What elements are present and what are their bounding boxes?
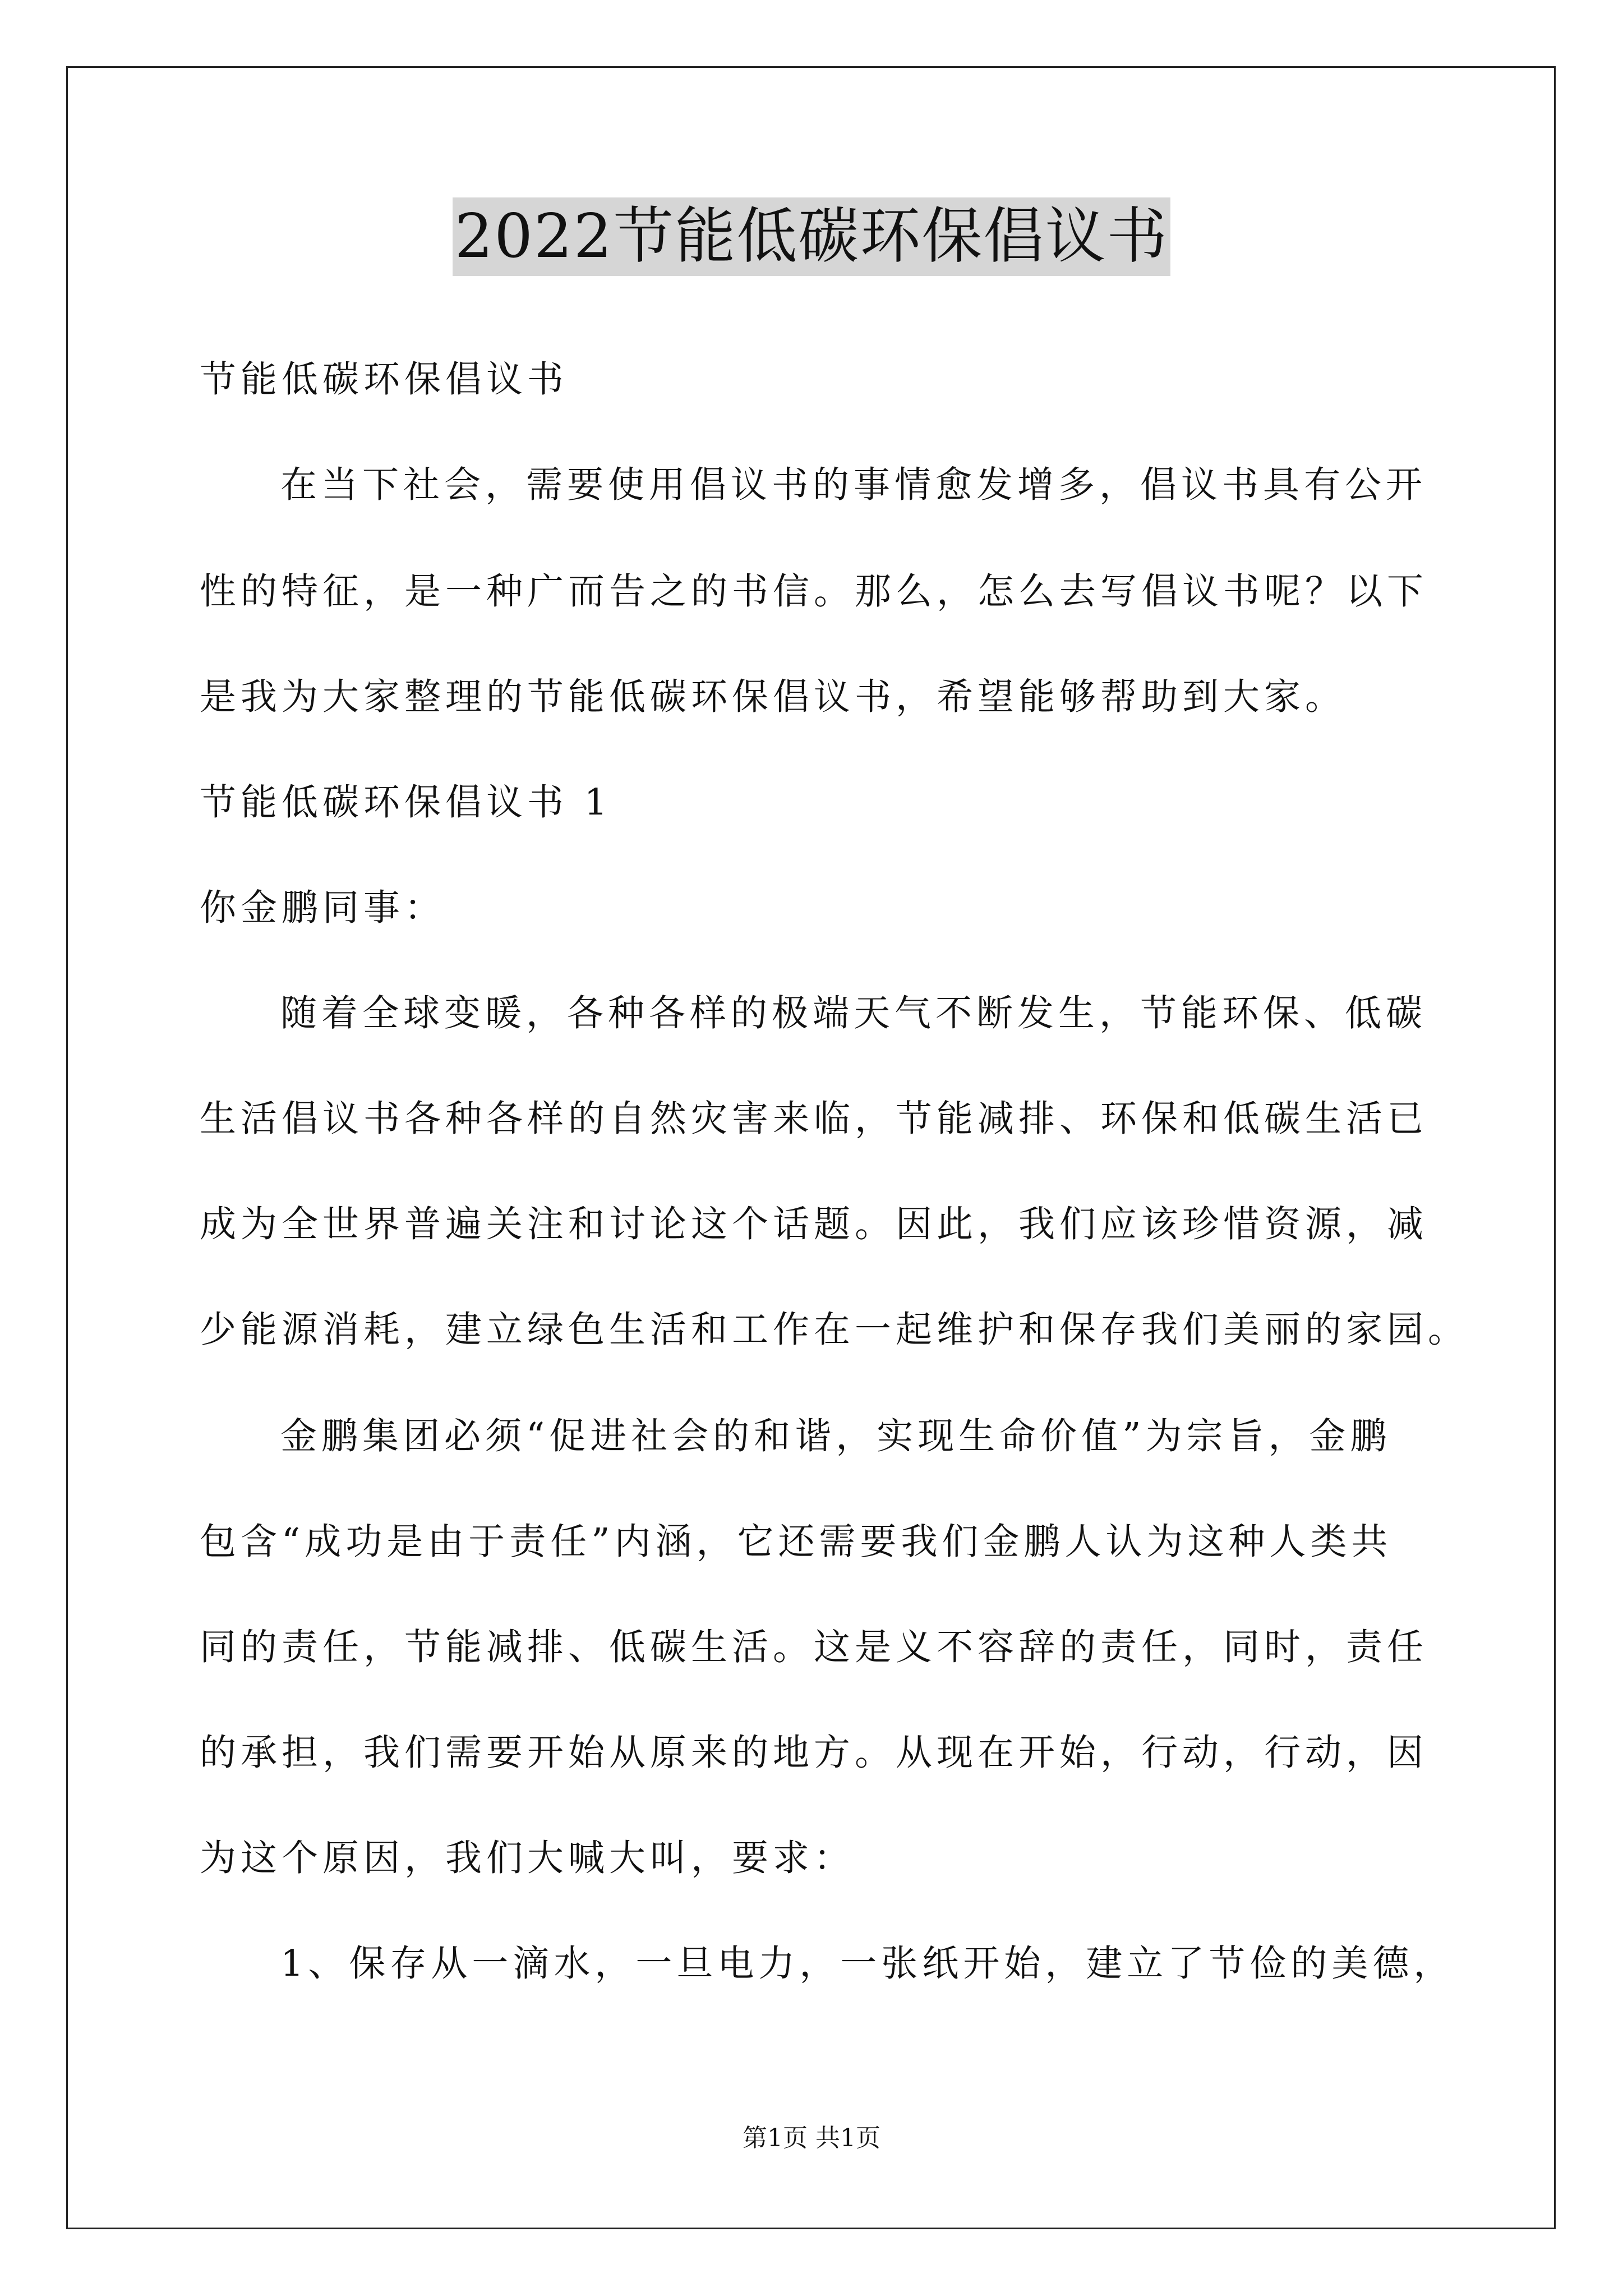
text-line: 在当下社会，需要使用倡议书的事情愈发增多，倡议书具有公开 — [280, 464, 1427, 506]
text-line: 的承担，我们需要开始从原来的地方。从现在开始，行动，行动，因 — [200, 1732, 1428, 1774]
text-line: 同的责任，节能减排、低碳生活。这是义不容辞的责任，同时，责任 — [200, 1626, 1428, 1668]
text-line: 节能低碳环保倡议书 1 — [200, 781, 612, 823]
text-line: 1、保存从一滴水，一旦电力，一张纸开始，建立了节俭的美德， — [280, 1943, 1455, 1985]
text-line: 节能低碳环保倡议书 — [200, 358, 569, 401]
text-line: 随着全球变暖，各种各样的极端天气不断发生，节能环保、低碳 — [280, 992, 1427, 1034]
text-line: 金鹏集团必须“促进社会的和谐，实现生命价值”为宗旨，金鹏 — [280, 1415, 1391, 1457]
text-line: 少能源消耗，建立绿色生活和工作在一起维护和保存我们美丽的家园。 — [200, 1309, 1469, 1351]
text-line: 你金鹏同事： — [200, 887, 446, 929]
text-line: 生活倡议书各种各样的自然灾害来临，节能减排、环保和低碳生活已 — [200, 1098, 1428, 1140]
text-line: 包含“成功是由于责任”内涵，它还需要我们金鹏人认为这种人类共 — [200, 1521, 1393, 1563]
text-line: 是我为大家整理的节能低碳环保倡议书，希望能够帮助到大家。 — [200, 676, 1347, 718]
document-title: 2022节能低碳环保倡议书 — [453, 197, 1171, 276]
title-container — [0, 197, 1623, 276]
text-line: 为这个原因，我们大喊大叫，要求： — [200, 1837, 855, 1879]
text-line: 成为全世界普遍关注和讨论这个话题。因此，我们应该珍惜资源，减 — [200, 1203, 1428, 1245]
page-number-footer: 第1页 共1页 — [743, 2124, 880, 2152]
text-line: 性的特征，是一种广而告之的书信。那么，怎么去写倡议书呢？以下 — [200, 570, 1428, 613]
